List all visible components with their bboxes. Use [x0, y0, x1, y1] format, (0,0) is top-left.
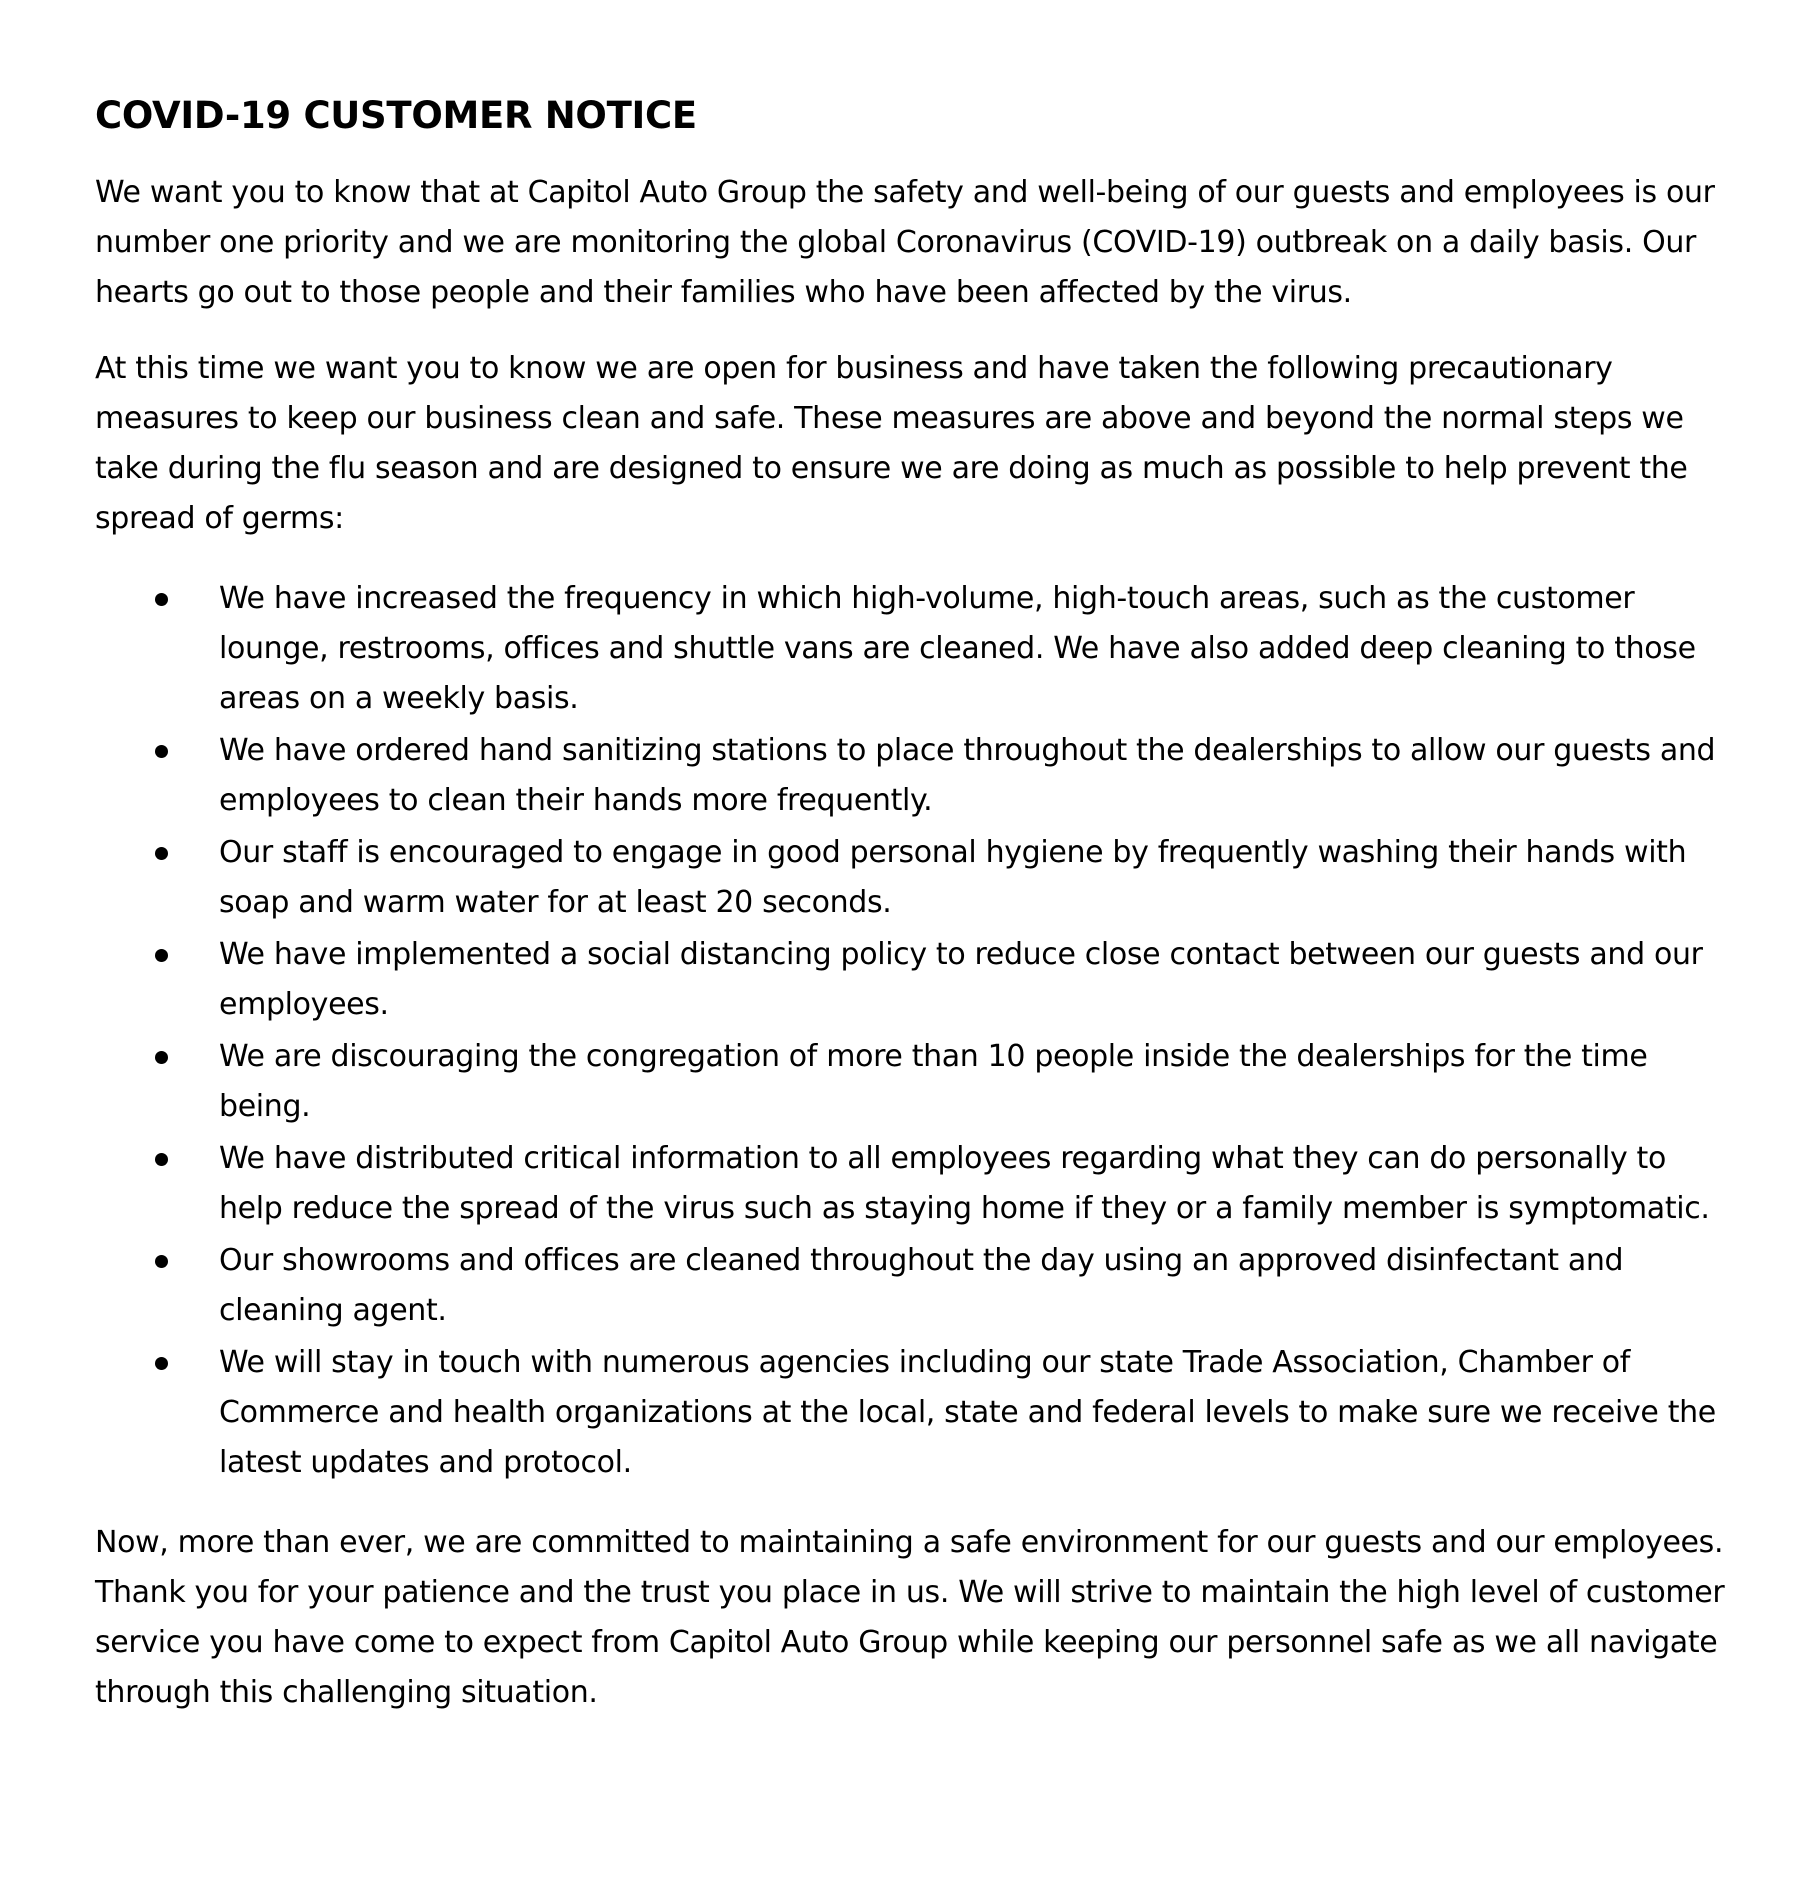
- bullet-icon: [155, 1357, 168, 1370]
- bullet-icon: [155, 1051, 168, 1064]
- measures-paragraph: At this time we want you to know we are open for business and have taken the following precautionary measures to keep our business clean and safe. These measures are above and beyond the normal steps we take during the flu season and are designed to ensure we are doing as much as possible to help prevent the spread of germs:: [95, 351, 1688, 536]
- list-item-text: We are discouraging the congregation of more than 10 people inside the dealerships for the time being.: [219, 1039, 1648, 1124]
- list-item: [95, 1236, 1735, 1336]
- list-item: [95, 574, 1735, 724]
- bullet-icon: [155, 745, 168, 758]
- list-item-text: We have implemented a social distancing policy to reduce close contact between our guests and our employees.: [219, 937, 1703, 1022]
- closing-paragraph: Now, more than ever, we are committed to maintaining a safe environment for our guests and our employees. Thank you for your patience and the trust you place in us. We will strive to maintain the high level of customer service you have come to expect from Capitol Auto Group while keeping our personnel safe as we all navigate through this challenging situation.: [95, 1525, 1725, 1710]
- list-item-text: We have ordered hand sanitizing stations to place throughout the dealerships to allow our guests and employees to clean their hands more frequently.: [219, 733, 1716, 818]
- list-item-text: We have distributed critical information to all employees regarding what they can do personally to help reduce the spread of the virus such as staying home if they or a family member is symptomatic.: [219, 1141, 1710, 1226]
- list-item: [95, 828, 1735, 928]
- list-item: [95, 1032, 1735, 1132]
- page-title: COVID-19 CUSTOMER NOTICE: [95, 94, 697, 137]
- bullet-icon: [155, 847, 168, 860]
- list-item-text: Our staff is encouraged to engage in good personal hygiene by frequently washing their hands with soap and warm water for at least 20 seconds.: [219, 835, 1687, 920]
- bullet-icon: [155, 1153, 168, 1166]
- list-item: [95, 1338, 1735, 1488]
- bullet-icon: [155, 1255, 168, 1268]
- bullet-icon: [155, 949, 168, 962]
- list-item: [95, 930, 1735, 1030]
- list-item: [95, 726, 1735, 826]
- list-item-text: We will stay in touch with numerous agencies including our state Trade Association, Chamber of Commerce and health organizations at the local, state and federal levels to make sure we receive the latest updates and protocol.: [219, 1345, 1716, 1480]
- document-page: [95, 92, 1735, 1744]
- list-item: [95, 1134, 1735, 1234]
- bullet-icon: [155, 593, 168, 606]
- precaution-list: [95, 574, 1735, 1488]
- list-item-text: Our showrooms and offices are cleaned throughout the day using an approved disinfectant and cleaning agent.: [219, 1243, 1624, 1328]
- intro-paragraph: We want you to know that at Capitol Auto Group the safety and well-being of our guests and employees is our number one priority and we are monitoring the global Coronavirus (COVID-19) outbreak on a daily basis. Our hearts go out to those people and their families who have been affected by the virus.: [95, 175, 1715, 310]
- list-item-text: We have increased the frequency in which high-volume, high-touch areas, such as the customer lounge, restrooms, offices and shuttle vans are cleaned. We have also added deep cleaning to those areas on a weekly basis.: [219, 581, 1696, 716]
